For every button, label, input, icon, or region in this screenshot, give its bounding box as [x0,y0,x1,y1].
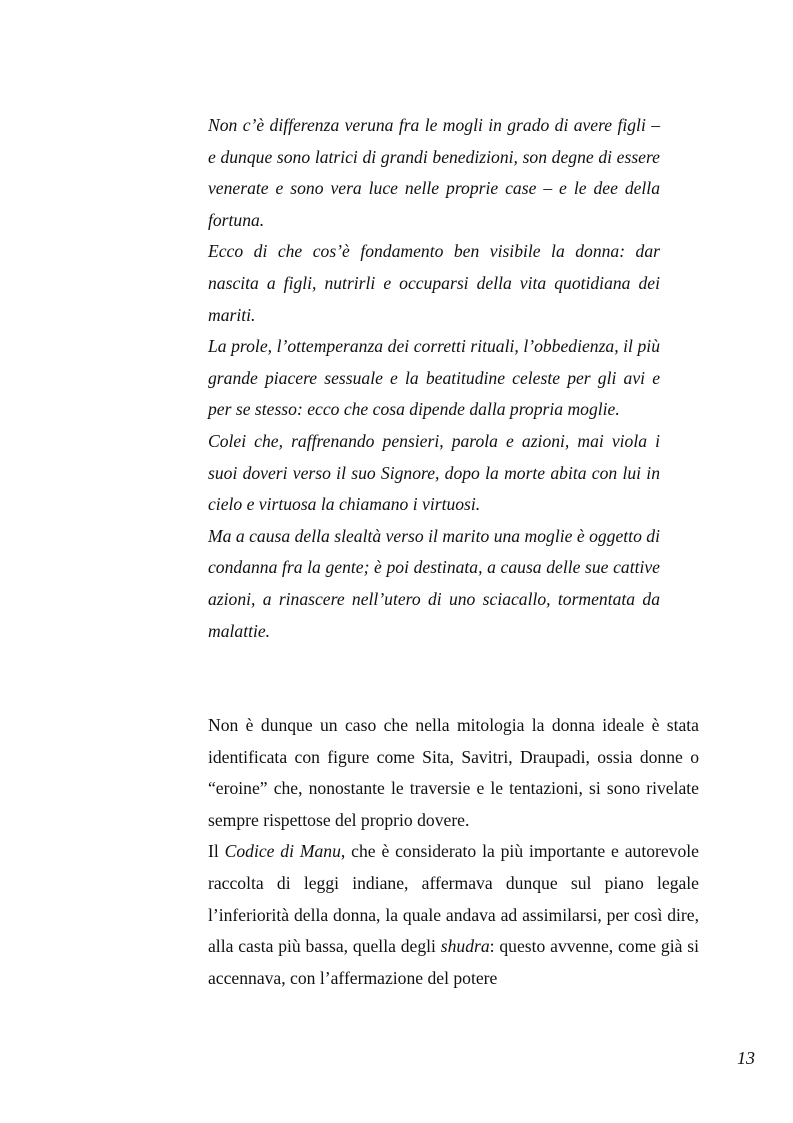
quote-paragraph-4: Colei che, raffrenando pensieri, parola e azioni, mai viola i suoi doveri verso il suo Signore, dopo la morte abita con lui in cielo e virtuosa la chiamano i virtuosi. [208,430,660,515]
page-number: 13 [737,1048,755,1068]
quote-paragraph-5: Ma a causa della slealtà verso il marito una moglie è oggetto di condanna fra la gente; è poi destinata, a causa delle sue cattive azioni, a rinascere nell’utero di uno sciacallo, tormentata da malattie. [208,525,660,641]
paragraph-2-intro: Il [208,841,225,862]
body-text [208,710,699,994]
paragraph-2-end: : questo avvenne, come già si accennava, con l’affermazione del potere [208,936,699,988]
caste-term: shudra [440,936,490,957]
paragraph-2-middle: , che è considerato la più importante e autorevole raccolta di leggi indiane, affermava dunque sul piano legale l’inferiorità della donna, la quale andava ad assimilarsi, per così dire, alla casta più bassa, quella degli [208,841,699,957]
codex-title: Codice di Manu [224,841,341,862]
body-paragraph-2 [208,836,699,994]
quote-paragraph-1: Non c’è differenza veruna fra le mogli in grado di avere figli – e dunque sono latrici di grandi benedizioni, son degne di essere venerate e sono vera luce nelle proprie case – e le dee della fortuna. [208,115,660,230]
body-paragraph-1: Non è dunque un caso che nella mitologia la donna ideale è stata identificata con figure come Sita, Savitri, Draupadi, ossia donne o “eroine” che, nonostante le traversie e le tentazioni, si sono rivelate sempre rispettose del proprio dovere. [208,715,699,830]
quote-paragraph-2: Ecco di che cos’è fondamento ben visibile la donna: dar nascita a figli, nutrirli e occuparsi della vita quotidiana dei mariti. [208,241,660,325]
quoted-passage [208,110,660,647]
quote-paragraph-3: La prole, l’ottemperanza dei corretti rituali, l’obbedienza, il più grande piacere sessuale e la beatitudine celeste per gli avi e per se stesso: ecco che cosa dipende dalla propria moglie. [208,336,660,420]
